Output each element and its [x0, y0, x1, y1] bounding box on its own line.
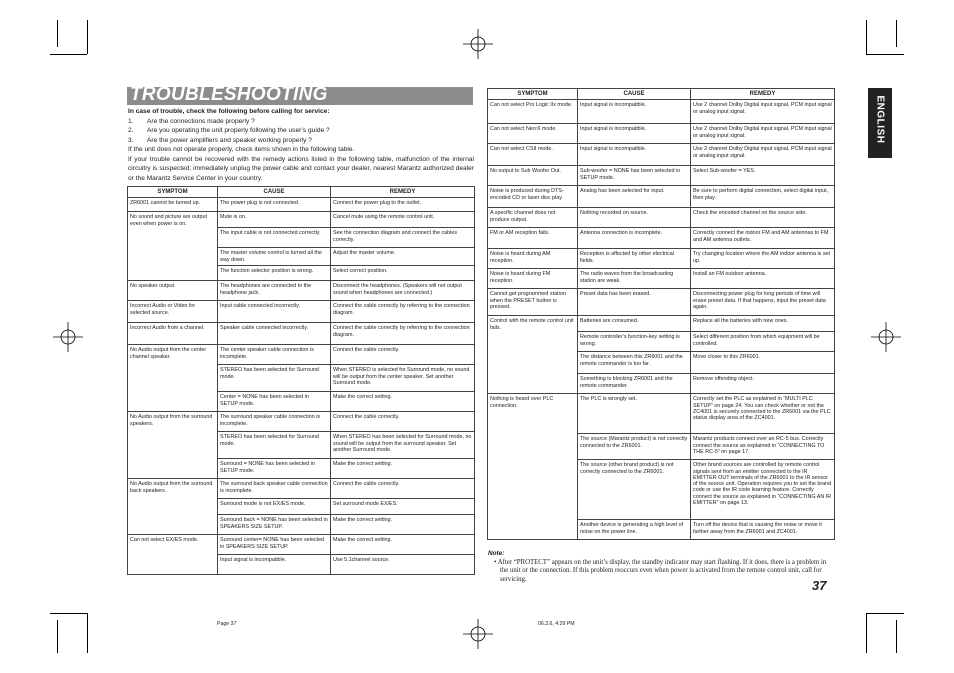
remedy-cell: Make the correct setting.: [331, 459, 475, 479]
cause-cell: Another device is generating a high level of noise on the power line.: [578, 520, 691, 540]
table-row: [128, 198, 475, 212]
symptom-cell: Noise is heard during FM reception.: [488, 269, 578, 289]
registration-mark-icon: [463, 619, 493, 649]
check-item: [128, 126, 474, 136]
remedy-cell: When STEREO has been selected for Surround mode, no sound will be output from the surround speaker. Set another Surround mode.: [331, 432, 475, 459]
symptom-cell: Control with the remote control unit fails.: [488, 316, 578, 394]
cause-cell: Surround center= NONE has been selected in SPEAKERS SIZE SETUP.: [218, 535, 331, 555]
cause-cell: Surround mode is not EX/ES mode.: [218, 499, 331, 515]
intro-paragraph: If the unit does not operate properly, check items shown in the following table.: [128, 146, 355, 153]
intro-section: [128, 107, 474, 183]
check-text: Are you operating the unit properly following the user’s guide ?: [147, 127, 330, 134]
remedy-cell: Make the correct setting.: [331, 515, 475, 535]
table-header-row: [488, 89, 835, 100]
cause-cell: The surround speaker cable connection is incomplete.: [218, 412, 331, 432]
check-item: [128, 117, 474, 127]
remedy-cell: Marantz products connect over an RC-5 bus. Correctly connect the source as explained in “CONNECTING TO THE RC-5” on page 17.: [691, 434, 835, 460]
cause-cell: Surround back = NONE has been selected in SPEAKERS SIZE SETUP.: [218, 515, 331, 535]
cause-cell: Input signal is incompatible.: [218, 555, 331, 575]
crop-mark: [866, 54, 904, 55]
cause-cell: The center speaker cable connection is incomplete.: [218, 345, 331, 365]
symptom-cell: Incorrect Audio or Video for selected source.: [128, 301, 218, 323]
check-text: Are the connections made properly ?: [147, 117, 255, 125]
table-row: [488, 144, 835, 166]
remedy-cell: Use 2 channel Dolby Digital input signal, PCM input signal or analog input signal.: [691, 100, 835, 124]
table-row: [488, 249, 835, 269]
cause-cell: Nothing recorded on source.: [578, 208, 691, 228]
column-header-symptom: SYMPTOM: [128, 187, 218, 198]
cause-cell: The radio waves from the broadcasting station are weak.: [578, 269, 691, 289]
symptom-cell: Can not select Pro Logic IIx mode.: [488, 100, 578, 124]
intro-lead: In case of trouble, check the following before calling for service:: [128, 108, 330, 115]
crop-mark: [866, 20, 867, 54]
cause-cell: The power plug is not connected.: [218, 198, 331, 212]
cause-cell: Sub-woofer = NONE has been selected in SETUP mode.: [578, 166, 691, 186]
remedy-cell: Other brand sources are controlled by remote control signals sent from an emitter connected to the IR EMITTER OUT terminals of the ZR6001 to the IR sensor of the source unit. Operation requires you to set the brand code or use the IR code learning feature. Correctly connect the source as explained in “CONNECTING AN IR EMITTER” on page 13.: [691, 460, 835, 520]
remedy-cell: Remove offending object.: [691, 374, 835, 394]
crop-mark: [57, 20, 58, 47]
remedy-cell: Select correct position.: [331, 266, 475, 281]
crop-mark: [866, 613, 867, 653]
troubleshooting-table-left: [127, 186, 475, 575]
symptom-cell: No sound and picture are output even when power is on.: [128, 212, 218, 281]
crop-mark: [50, 54, 87, 55]
table-row: [128, 301, 475, 323]
footer-left: Page 37: [217, 621, 237, 627]
cause-cell: Input signal is incompatible.: [578, 144, 691, 166]
table-row: [128, 345, 475, 365]
cause-cell: Antenna connection is incomplete.: [578, 228, 691, 249]
symptom-cell: Cannot get programmed station when the PRESET button is pressed.: [488, 289, 578, 316]
check-number: 3.: [128, 136, 134, 144]
column-header-cause: CAUSE: [218, 187, 331, 198]
table-row: [128, 281, 475, 301]
title-bar: [127, 84, 473, 105]
remedy-cell: Use 2 channel Dolby Digital input signal, PCM input signal or analog input signal.: [691, 144, 835, 166]
cause-cell: STEREO has been selected for Surround mode.: [218, 432, 331, 459]
table-row: [488, 289, 835, 316]
symptom-cell: Can not select Neo:6 mode.: [488, 124, 578, 144]
cause-cell: Preset data has been erased.: [578, 289, 691, 316]
crop-mark: [87, 20, 88, 54]
cause-cell: Mute is on.: [218, 212, 331, 228]
registration-mark-icon: [463, 29, 493, 59]
symptom-cell: ZR6001 cannot be turned up.: [128, 198, 218, 212]
symptom-cell: Can not select CSII mode.: [488, 144, 578, 166]
remedy-cell: Try changing location where the AM indoor antenna is set up.: [691, 249, 835, 269]
remedy-cell: Select Sub-woofer = YES.: [691, 166, 835, 186]
remedy-cell: Disconnecting power plug for long periods of time will erase preset data. If that happens, input the preset data again.: [691, 289, 835, 316]
column-header-remedy: REMEDY: [331, 187, 475, 198]
note-section: [488, 550, 834, 584]
remedy-cell: Disconnect the headphones. (Speakers will not output sound when headphones are connected.): [331, 281, 475, 301]
column-header-remedy: REMEDY: [691, 89, 835, 100]
page-number: 37: [812, 578, 827, 593]
symptom-cell: Noise is produced during DTS-encoded CD or laser disc play.: [488, 186, 578, 208]
table-row: [488, 228, 835, 249]
cause-cell: STEREO has been selected for Surround mode.: [218, 365, 331, 392]
cause-cell: Something is blocking ZR6001 and the remote commander.: [578, 374, 691, 394]
cause-cell: The headphones are connected to the headphone jack.: [218, 281, 331, 301]
remedy-cell: Cancel mute using the remote control unit.: [331, 212, 475, 228]
cause-cell: The surround back speaker cable connection is incomplete.: [218, 479, 331, 499]
remedy-cell: Connect the cable correctly.: [331, 479, 475, 499]
symptom-cell: No Audio output from the surround back speakers.: [128, 479, 218, 535]
check-number: 1.: [128, 117, 134, 125]
remedy-cell: Correctly connect the indoor FM and AM antennas to FM and AM antenna outlets.: [691, 228, 835, 249]
remedy-cell: Make the correct setting.: [331, 392, 475, 412]
registration-mark-icon: [871, 322, 901, 352]
cause-cell: The master volume control is turned all the way down.: [218, 248, 331, 266]
table-body: [128, 198, 475, 575]
cause-cell: Surround = NONE has been selected in SETUP mode.: [218, 459, 331, 479]
remedy-cell: When STEREO is selected for Surround mode, no sound will be output from the center speaker. Set another Surround mode.: [331, 365, 475, 392]
registration-mark-icon: [53, 322, 83, 352]
remedy-cell: Select different position from which equipment will be controlled.: [691, 332, 835, 352]
table-row: [128, 479, 475, 499]
remedy-cell: Turn off the device that is causing the noise or move it farther away from the ZR6001 and ZC4001.: [691, 520, 835, 540]
crop-mark: [87, 613, 88, 653]
symptom-cell: FM or AM reception fails.: [488, 228, 578, 249]
cause-cell: Analog has been selected for input.: [578, 186, 691, 208]
note-text: • After “PROTECT” appears on the unit’s display, the standby indicator may start flashing. If it does, there is a problem in the unit or the connection. If this problem reoccurs even when power is activated from the remote control unit, call for servicing.: [494, 558, 827, 583]
page-title: TROUBLESHOOTING: [130, 84, 328, 105]
table-header-row: [128, 187, 475, 198]
cause-cell: The function selector position is wrong.: [218, 266, 331, 281]
crop-mark: [896, 20, 897, 47]
cause-cell: Remote controller’s function-key setting is wrong.: [578, 332, 691, 352]
table-row: [128, 212, 475, 228]
remedy-cell: Be sure to perform digital connection, select digital input, then play.: [691, 186, 835, 208]
cause-cell: Batteries are consumed.: [578, 316, 691, 332]
remedy-cell: Set surround mode EX/ES.: [331, 499, 475, 515]
cause-cell: The distance between this ZR6001 and the remote commander is too far.: [578, 352, 691, 374]
cause-cell: Reception is affected by other electrical fields.: [578, 249, 691, 269]
troubleshooting-table-right: [487, 88, 835, 540]
footer-right: 06.3.6, 4:29 PM: [538, 621, 575, 627]
table-row: [488, 316, 835, 332]
column-header-symptom: SYMPTOM: [488, 89, 578, 100]
cause-cell: Input signal is incompatible.: [578, 100, 691, 124]
intro-paragraph: If your trouble cannot be recovered with the remedy actions listed in the following table, malfunction of the internal circuitry is suspected; immediately unplug the power cable and contact your dealer, nearest Marantz authorized dealer or the Marantz Service Center in your country.: [128, 155, 474, 182]
crop-mark: [866, 613, 904, 614]
table-row: [488, 100, 835, 124]
remedy-cell: Connect the cable correctly.: [331, 345, 475, 365]
table-row: [488, 166, 835, 186]
crop-mark: [896, 620, 897, 653]
symptom-cell: Can not select EX/ES mode.: [128, 535, 218, 575]
cause-cell: Speaker cable connected incorrectly.: [218, 323, 331, 345]
remedy-cell: Make the correct setting.: [331, 535, 475, 555]
remedy-cell: Check the encoded channel on the source side.: [691, 208, 835, 228]
table-row: [488, 394, 835, 434]
language-tab: [868, 88, 892, 158]
remedy-cell: See the connection diagram and connect the cables correctly.: [331, 228, 475, 248]
remedy-cell: Correctly set the PLC as explained in “MULTI PLC SETUP” on page 24. You can check whether or not the ZC4001 is securely connected to the ZR6001 via the PLC status display area of the ZC4001.: [691, 394, 835, 434]
symptom-cell: No Audio output from the center channel speaker.: [128, 345, 218, 412]
cause-cell: Input signal is incompatible.: [578, 124, 691, 144]
symptom-cell: No speaker output.: [128, 281, 218, 301]
check-number: 2.: [128, 127, 134, 134]
table-row: [488, 208, 835, 228]
remedy-cell: Use 5.1channel source.: [331, 555, 475, 575]
check-item: [128, 136, 474, 146]
symptom-cell: Nothing is heard over PLC connection.: [488, 394, 578, 540]
language-tab-label: ENGLISH: [874, 95, 886, 144]
cause-cell: The input cable is not connected correctly.: [218, 228, 331, 248]
table-row: [128, 535, 475, 555]
crop-mark: [50, 613, 87, 614]
remedy-cell: Move closer to this ZR6001.: [691, 352, 835, 374]
table-body: [488, 100, 835, 540]
table-row: [488, 124, 835, 144]
remedy-cell: Use 2 channel Dolby Digital input signal, PCM input signal or analog input signal.: [691, 124, 835, 144]
symptom-cell: A specific channel does not produce output.: [488, 208, 578, 228]
remedy-cell: Install an FM outdoor antenna.: [691, 269, 835, 289]
note-body: After “PROTECT” appears on the unit’s display, the standby indicator may start flashing. If it does, there is a problem in the unit or the connection. If this problem reoccurs even when power is activated from the remote control unit, call for servicing.: [497, 558, 827, 583]
table-row: [128, 323, 475, 345]
cause-cell: The PLC is wrongly set.: [578, 394, 691, 434]
remedy-cell: Connect the cable correctly by referring to the connection diagram.: [331, 323, 475, 345]
table-row: [488, 269, 835, 289]
remedy-cell: Adjust the master volume.: [331, 248, 475, 266]
cause-cell: Input cable connected incorrectly.: [218, 301, 331, 323]
crop-mark: [57, 620, 58, 653]
remedy-cell: Replace all the batteries with new ones.: [691, 316, 835, 332]
remedy-cell: Connect the power plug to the outlet.: [331, 198, 475, 212]
table-row: [488, 186, 835, 208]
symptom-cell: No Audio output from the surround speakers.: [128, 412, 218, 479]
column-header-cause: CAUSE: [578, 89, 691, 100]
note-heading: Note:: [488, 550, 505, 557]
symptom-cell: Noise is heard during AM reception.: [488, 249, 578, 269]
symptom-cell: Incorrect Audio from a channel.: [128, 323, 218, 345]
cause-cell: The source (Marantz product) is not correctly connected to the ZR6001.: [578, 434, 691, 460]
cause-cell: The source (other brand product) is not correctly connected to the ZR6001.: [578, 460, 691, 520]
symptom-cell: No output to Sub Woofer Out.: [488, 166, 578, 186]
cause-cell: Center = NONE has been selected in SETUP mode.: [218, 392, 331, 412]
table-row: [128, 412, 475, 432]
remedy-cell: Connect the cable correctly by referring to the connection diagram.: [331, 301, 475, 323]
remedy-cell: Connect the cable correctly.: [331, 412, 475, 432]
check-text: Are the power amplifiers and speaker working properly ?: [147, 136, 312, 144]
